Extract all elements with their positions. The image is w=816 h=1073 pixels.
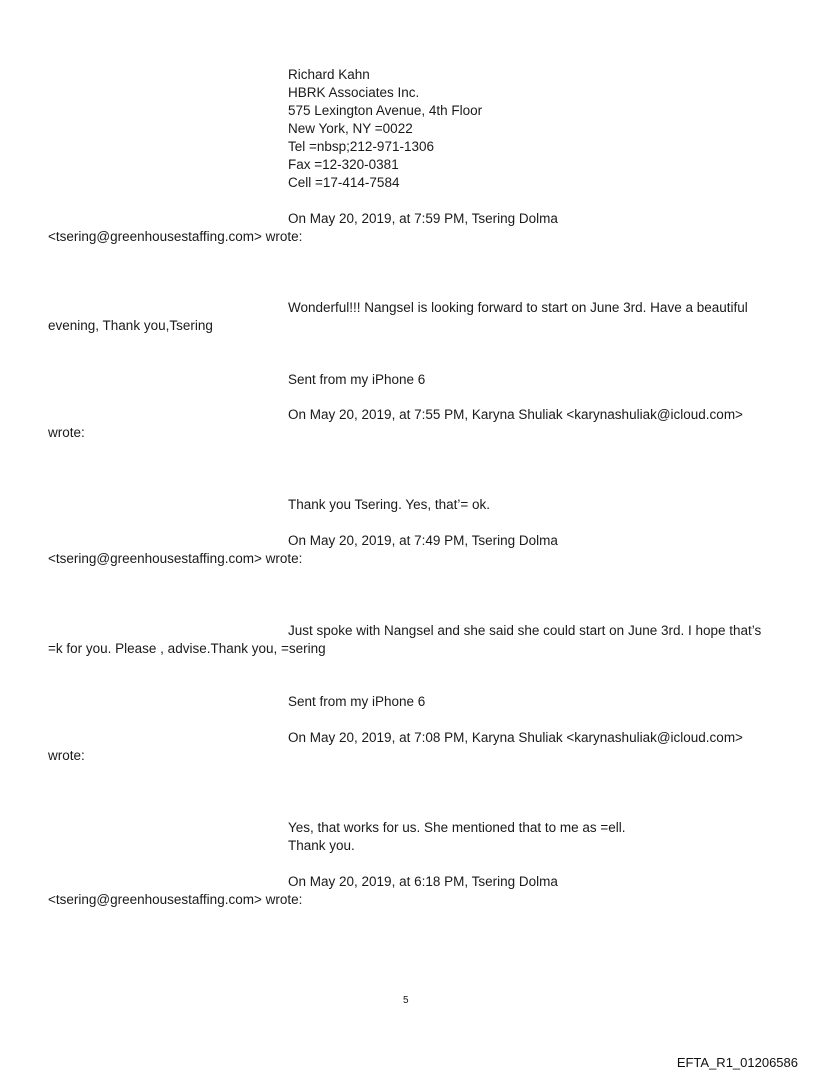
message-3: Just spoke with Nangsel and she said she could start on June 3rd. I hope that’s (288, 623, 762, 638)
reply-header-4: On May 20, 2019, at 7:08 PM, Karyna Shuliak <karynashuliak@icloud.com> (288, 730, 743, 745)
signature-address: 575 Lexington Avenue, 4th Floor (288, 103, 483, 118)
signature-cell: Cell =17-414-7584 (288, 175, 400, 190)
message-1-cont: evening, Thank you,Tsering (48, 318, 213, 333)
sent-from-2: Sent from my iPhone 6 (288, 694, 426, 709)
reply-header-2-cont: wrote: (48, 425, 85, 440)
message-1: Wonderful!!! Nangsel is looking forward to start on June 3rd. Have a beautiful (288, 300, 748, 315)
signature-city: New York, NY =0022 (288, 121, 413, 136)
signature-company: HBRK Associates Inc. (288, 85, 420, 100)
signature-fax: Fax =12-320-0381 (288, 157, 399, 172)
reply-header-5: On May 20, 2019, at 6:18 PM, Tsering Dolma (288, 874, 558, 889)
page-number: 5 (403, 995, 409, 1006)
document-id: EFTA_R1_01206586 (676, 1055, 798, 1070)
message-4-cont: Thank you. (288, 838, 355, 853)
message-2: Thank you Tsering. Yes, that’= ok. (288, 497, 491, 512)
reply-header-1-cont: <tsering@greenhousestaffing.com> wrote: (48, 229, 303, 244)
signature-tel: Tel =nbsp;212-971-1306 (288, 139, 434, 154)
reply-header-3: On May 20, 2019, at 7:49 PM, Tsering Dolma (288, 533, 558, 548)
reply-header-1: On May 20, 2019, at 7:59 PM, Tsering Dolma (288, 211, 558, 226)
reply-header-2: On May 20, 2019, at 7:55 PM, Karyna Shuliak <karynashuliak@icloud.com> (288, 407, 743, 422)
reply-header-3-cont: <tsering@greenhousestaffing.com> wrote: (48, 551, 303, 566)
message-4: Yes, that works for us. She mentioned that to me as =ell. (288, 820, 626, 835)
reply-header-5-cont: <tsering@greenhousestaffing.com> wrote: (48, 892, 303, 907)
reply-header-4-cont: wrote: (48, 748, 85, 763)
sent-from-1: Sent from my iPhone 6 (288, 372, 426, 387)
message-3-cont: =k for you. Please , advise.Thank you, =sering (48, 641, 326, 656)
signature-name: Richard Kahn (288, 67, 370, 82)
